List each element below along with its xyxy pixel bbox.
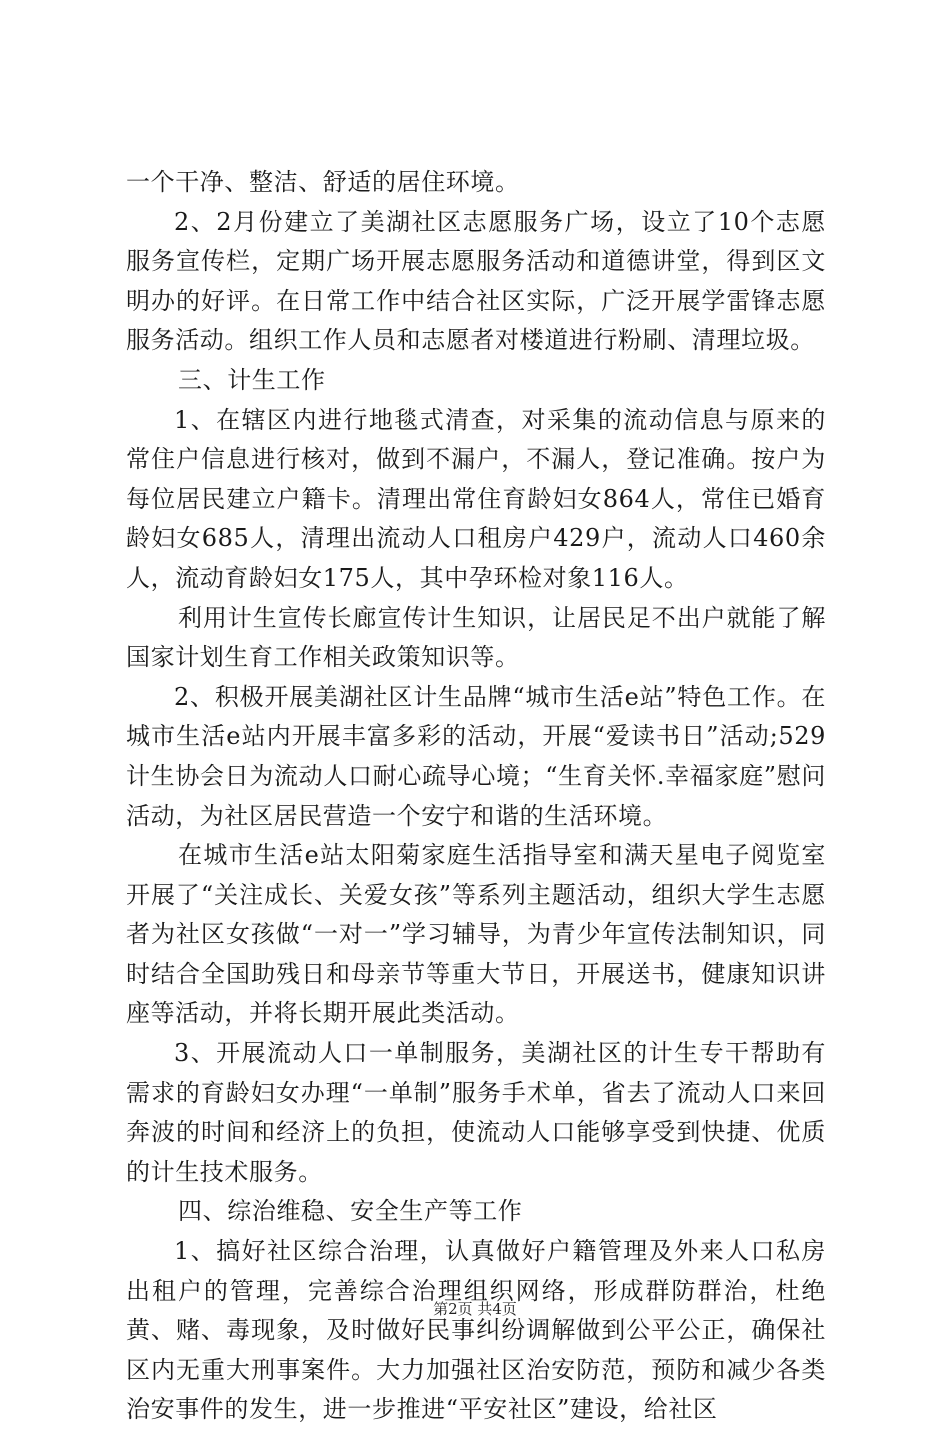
document-body bbox=[126, 163, 826, 1430]
paragraph-e-station-brand: 2、积极开展美湖社区计生品牌“城市生活e站”特色工作。在城市生活e站内开展丰富多彩的活动，开展“爱读书日”活动;529计生协会日为流动人口耐心疏导心境；“生育关怀.幸福家庭”慰问活动，为社区居民营造一个安宁和谐的生活环境。 bbox=[126, 682, 826, 830]
paragraph-e-station-activities: 在城市生活e站太阳菊家庭生活指导室和满天星电子阅览室开展了“关注成长、关爱女孩”等系列主题活动，组织大学生志愿者为社区女孩做“一对一”学习辅导，为青少年宣传法制知识，同时结合全国助残日和母亲节等重大节日，开展送书，健康知识讲座等活动，并将长期开展此类活动。 bbox=[126, 841, 826, 1028]
paragraph-publicity-corridor: 利用计生宣传长廊宣传计生知识，让居民足不出户就能了解国家计划生育工作相关政策知识等。 bbox=[126, 603, 826, 672]
section-heading-family-planning: 三、计生工作 bbox=[178, 365, 326, 394]
paragraph-single-form-service: 3、开展流动人口一单制服务，美湖社区的计生专干帮助有需求的育龄妇女办理“一单制”服务手术单，省去了流动人口来回奔波的时间和经济上的负担，使流动人口能够享受到快捷、优质的计生技术服务。 bbox=[126, 1039, 826, 1186]
section-heading-public-safety: 四、综治维稳、安全生产等工作 bbox=[178, 1197, 523, 1226]
paragraph-comprehensive-governance: 1、搞好社区综合治理，认真做好户籍管理及外来人口私房出租户的管理，完善综合治理组织网络，形成群防群治，杜绝黄、赌、毒现象，及时做好民事纠纷调解做到公平公正，确保社区内无重大刑事案件。大力加强社区治安防范，预防和减少各类治安事件的发生，进一步推进“平安社区”建设，给社区 bbox=[126, 1237, 826, 1424]
paragraph-household-census: 1、在辖区内进行地毯式清查，对采集的流动信息与原来的常住户信息进行核对，做到不漏户，不漏人，登记准确。按户为每位居民建立户籍卡。清理出常住育龄妇女864人，常住已婚育龄妇女685人，清理出流动人口租房户429户，流动人口460余人，流动育龄妇女175人，其中孕环检对象116人。 bbox=[126, 405, 826, 592]
paragraph-volunteer-square: 2、2月份建立了美湖社区志愿服务广场，设立了10个志愿服务宣传栏，定期广场开展志愿服务活动和道德讲堂，得到区文明办的好评。在日常工作中结合社区实际，广泛开展学雷锋志愿服务活动。组织工作人员和志愿者对楼道进行粉刷、清理垃圾。 bbox=[126, 207, 826, 355]
page-number-footer: 第2页 共4页 bbox=[433, 1300, 517, 1318]
paragraph-continuation: 一个干净、整洁、舒适的居住环境。 bbox=[126, 168, 520, 196]
